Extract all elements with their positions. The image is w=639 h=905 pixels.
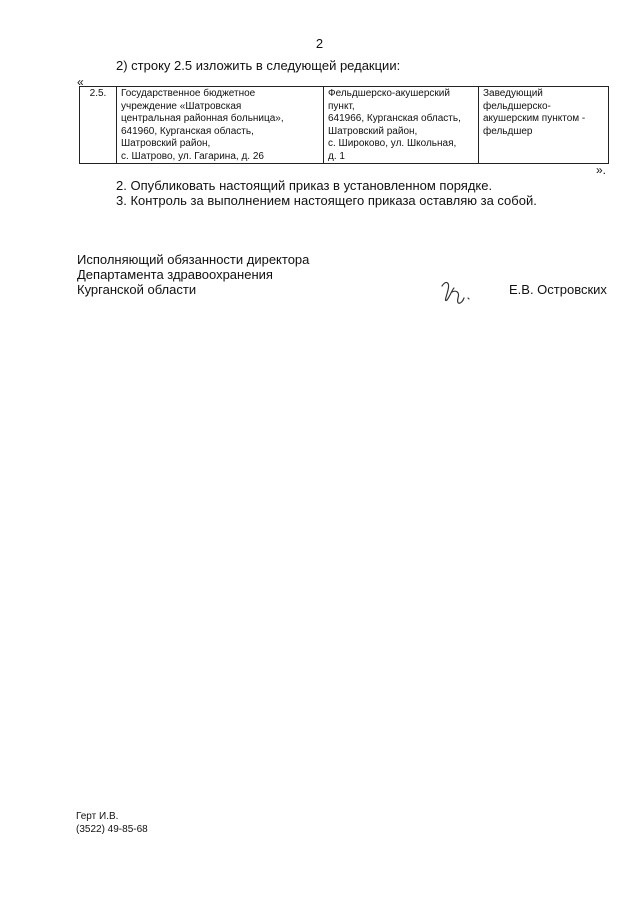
row-number: 2.5. xyxy=(89,88,107,99)
place-line: д. 1 xyxy=(328,150,345,162)
handwritten-signature xyxy=(436,276,486,310)
organization-line: учреждение «Шатровская xyxy=(121,100,242,112)
amendment-item-2: 2) строку 2.5 изложить в следующей редакции: xyxy=(116,58,401,73)
position-line: акушерским пунктом - xyxy=(483,113,586,124)
page-number: 2 xyxy=(315,36,324,51)
place-line: Шатровский район, xyxy=(328,125,418,137)
place-cell xyxy=(324,87,479,164)
table-row xyxy=(80,87,609,164)
executor-phone: (3522) 49-85-68 xyxy=(76,824,148,835)
row-number-cell xyxy=(80,87,117,164)
place-line: 641966, Курганская область, xyxy=(328,113,461,124)
position-cell xyxy=(479,87,609,164)
executor-name: Герт И.В. xyxy=(76,811,119,822)
organization-line: Шатровский район, xyxy=(121,138,211,149)
amendment-table xyxy=(79,86,609,164)
executor-info xyxy=(76,810,148,836)
place-line: пункт, xyxy=(328,100,355,112)
organization-line: 641960, Курганская область, xyxy=(121,125,254,137)
organization-line: центральная районная больница», xyxy=(121,113,284,124)
place-line: с. Широково, ул. Школьная, xyxy=(328,138,457,149)
signatory-title xyxy=(77,252,309,297)
closing-quote: ». xyxy=(596,163,607,177)
signatory-title-line: Курганской области xyxy=(77,282,197,297)
organization-line: с. Шатрово, ул. Гагарина, д. 26 xyxy=(121,150,264,162)
signatory-title-line: Департамента здравоохранения xyxy=(77,267,273,282)
signer-name: Е.В. Островских xyxy=(509,282,607,297)
paragraph-publish: 2. Опубликовать настоящий приказ в установленном порядке. xyxy=(116,178,493,193)
organization-cell xyxy=(117,87,324,164)
organization-line: Государственное бюджетное xyxy=(121,88,256,99)
position-line: фельдшерско- xyxy=(483,100,551,112)
position-line: Заведующий xyxy=(483,88,543,99)
opening-quote: « xyxy=(77,75,84,89)
position-line: фельдшер xyxy=(483,125,533,137)
paragraph-control: 3. Контроль за выполнением настоящего приказа оставляю за собой. xyxy=(116,193,537,208)
place-line: Фельдшерско-акушерский xyxy=(328,88,450,99)
signatory-title-line: Исполняющий обязанности директора xyxy=(77,252,310,267)
